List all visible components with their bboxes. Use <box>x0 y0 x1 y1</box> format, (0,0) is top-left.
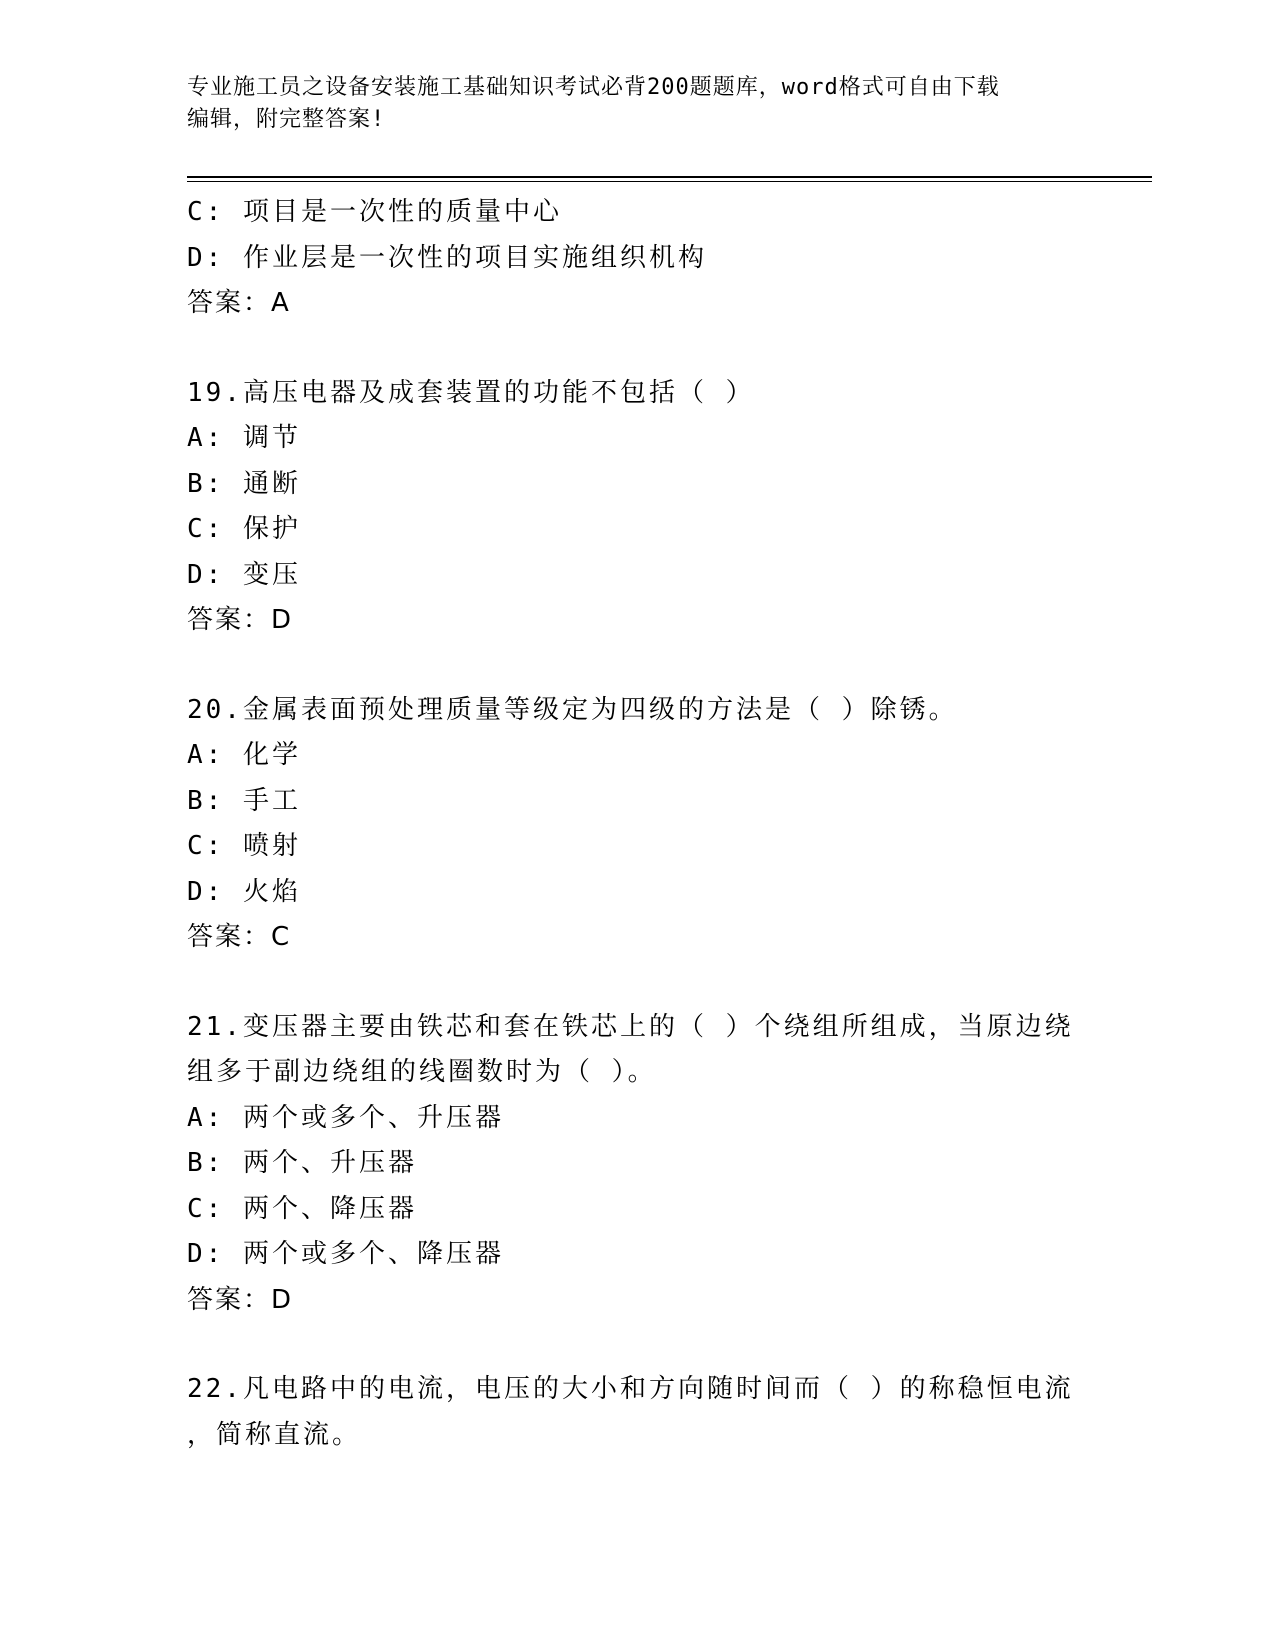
question-block-20 <box>187 688 1087 961</box>
question-list <box>187 190 1087 1458</box>
header-title-line-1: 专业施工员之设备安装施工基础知识考试必背200题题库，word格式可自由下载 <box>187 75 1000 100</box>
spacer <box>187 1323 1087 1367</box>
option-c: C: 保护 <box>187 514 301 544</box>
answer-line: 答案：D <box>187 605 294 635</box>
option-c: C: 喷射 <box>187 831 301 861</box>
question-stem: 19.高压电器及成套装置的功能不包括（ ） <box>187 377 755 408</box>
answer-line: 答案：D <box>187 1284 294 1315</box>
spacer <box>187 961 1087 1005</box>
option-b: B: 手工 <box>187 785 301 816</box>
option-a: A: 调节 <box>187 423 301 453</box>
question-block-22 <box>187 1367 1087 1458</box>
answer-line: 答案：C <box>187 922 292 952</box>
option-b: B: 两个、升压器 <box>187 1148 417 1178</box>
question-stem-line-1: 22.凡电路中的电流，电压的大小和方向随时间而（ ）的称稳恒电流 <box>187 1374 1074 1404</box>
header-title-line-2: 编辑，附完整答案! <box>187 107 386 132</box>
header-divider-thin <box>187 181 1152 182</box>
option-b: B: 通断 <box>187 468 301 499</box>
option-d: D: 两个或多个、降压器 <box>187 1239 504 1269</box>
option-d: D: 作业层是一次性的项目实施组织机构 <box>187 242 707 273</box>
question-stem-line-2: ，简称直流。 <box>187 1419 362 1450</box>
question-block-19 <box>187 371 1087 644</box>
question-stem-line-2: 组多于副边绕组的线圈数时为（ ）。 <box>187 1057 657 1087</box>
question-block-18-continued <box>187 190 1087 327</box>
option-c: C: 两个、降压器 <box>187 1193 417 1224</box>
spacer <box>187 327 1087 371</box>
option-d: D: 火焰 <box>187 876 301 907</box>
option-a: A: 两个或多个、升压器 <box>187 1102 504 1133</box>
spacer <box>187 644 1087 688</box>
option-a: A: 化学 <box>187 740 301 770</box>
question-block-21 <box>187 1005 1087 1324</box>
header-divider-thick <box>187 176 1152 178</box>
question-stem-line-1: 21.变压器主要由铁芯和套在铁芯上的（ ）个绕组所组成，当原边绕 <box>187 1011 1074 1042</box>
option-d: D: 变压 <box>187 559 301 590</box>
answer-line: 答案：A <box>187 288 291 318</box>
question-stem: 20.金属表面预处理质量等级定为四级的方法是（ ）除锈。 <box>187 694 958 725</box>
option-c: C: 项目是一次性的质量中心 <box>187 197 562 227</box>
document-header <box>187 72 1087 136</box>
